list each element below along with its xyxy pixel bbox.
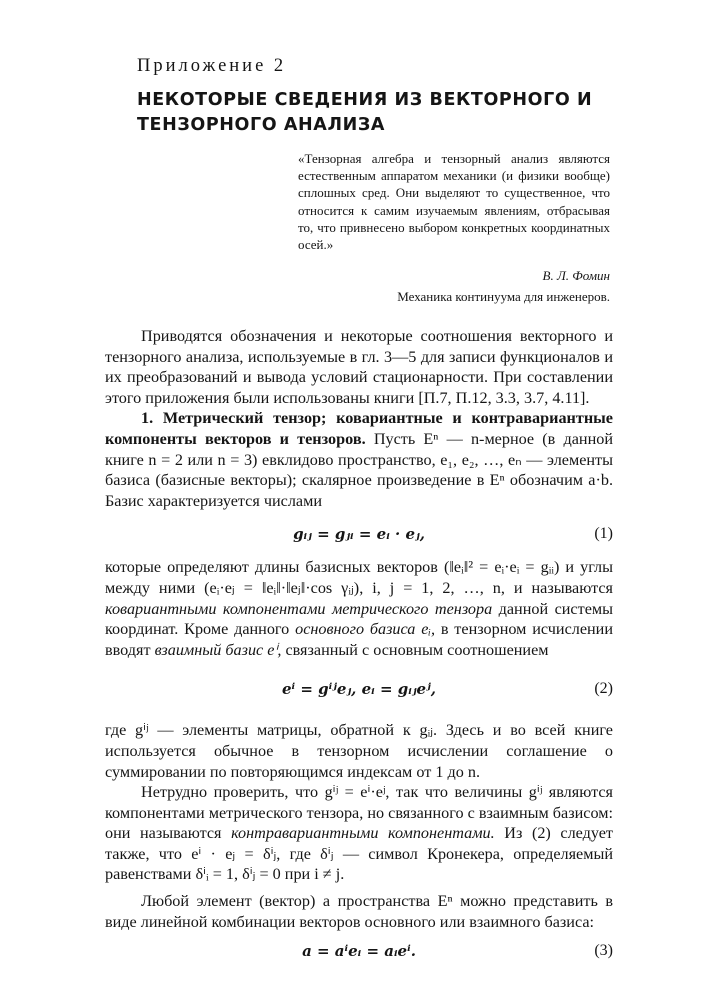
after-contravariant: Из (2) следует также, что eⁱ · eⱼ = δⁱⱼ, где δⁱⱼ — символ Кронекера, определяемый равенствами δⁱᵢ = 1, δⁱⱼ = 0 при i ≠ j. — [105, 824, 613, 884]
reciprocal-term: взаимный базис eⁱ, — [154, 640, 282, 659]
check-paragraph — [105, 782, 613, 885]
intro-paragraph: Приводятся обозначения и некоторые соотношения векторного и тензорного анализа, используемые в гл. 3—5 для записи функционалов и их преобразований и вывода условий стационарности. При составлении этого приложения были использованы книги [П.7, П.12, 3.3, 3.7, 4.11]. — [105, 327, 613, 407]
basic-basis-term: основного базиса eᵢ, — [295, 620, 436, 639]
inverse-matrix-paragraph: где gⁱʲ — элементы матрицы, обратной к gᵢⱼ. Здесь и во всей книге используется обычное в тензорном исчислении соглашение о суммировании по повторяющимся индексам от 1 до n. — [105, 721, 613, 781]
section-text: Пусть Eⁿ — n-мерное (в данной книге n = 2 или n = 3) евклидово пространство, e₁, e₂, …, eₙ — элементы базиса (базисные векторы); скалярное произведение в Eⁿ обозначим a·b. Базис характеризуется числами — [105, 429, 614, 510]
formula-2 — [105, 665, 613, 715]
epigraph-source: Механика континуума для инженеров. — [397, 289, 610, 304]
contravariant-term: контравариантными компонентами. — [231, 824, 495, 843]
formula-3-expr: a = aⁱeᵢ = aᵢeⁱ. — [302, 942, 416, 961]
formula-1-expr: gᵢⱼ = gⱼᵢ = eᵢ · eⱼ, — [293, 525, 425, 544]
after-basic: в тензорном исчислении вводят — [105, 620, 613, 659]
formula-3 — [105, 937, 613, 967]
after-reciprocal: связанный с основным соотношением — [285, 640, 549, 659]
covariant-paragraph — [105, 557, 613, 660]
after-formula-1: которые определяют длины базисных векторов (‖eᵢ‖² = eᵢ·eᵢ = gᵢᵢ) и углы между ними (eᵢ·eⱼ = ‖eᵢ‖·‖eⱼ‖·cos γᵢⱼ), i, j = 1, 2, …, n, и называются — [105, 558, 613, 597]
main-text — [105, 326, 613, 972]
page-title: НЕКОТОРЫЕ СВЕДЕНИЯ ИЗ ВЕКТОРНОГО И ТЕНЗОРНОГО АНАЛИЗА — [137, 90, 593, 135]
covariant-term: ковариантными компонентами метрического тензора — [105, 599, 493, 618]
section-heading: 1. Метрический тензор; ковариантные и контравариантные компоненты векторов и тензоров. — [105, 409, 613, 448]
formula-1-number: (1) — [594, 525, 613, 543]
element-paragraph: Любой элемент (вектор) a пространства Eⁿ можно представить в виде линейной комбинации векторов основного или взаимного базиса: — [105, 892, 613, 931]
after-covariant: данной системы координат. Кроме данного — [105, 599, 613, 639]
check-text: Нетрудно проверить, что gⁱʲ = eⁱ·eʲ, так что величины gⁱʲ являются компонентами метрического тензора, но связанного с взаимным базисом: они называются — [105, 783, 613, 843]
formula-1 — [105, 516, 613, 552]
epigraph-quote: «Тензорная алгебра и тензорный анализ являются естественным аппаратом механики (и физики вообще) сплошных сред. Они выделяют то существенное, что относится к самим изучаемым явлениям, отбрасывая то, что привнесено выбором конкретных координатных осей.» — [298, 151, 610, 253]
formula-3-number: (3) — [594, 942, 613, 960]
appendix-label: Приложение 2 — [137, 56, 287, 76]
section-paragraph — [105, 408, 613, 511]
epigraph-author: В. Л. Фомин — [542, 268, 610, 283]
formula-2-number: (2) — [594, 680, 613, 698]
formula-2-expr: eⁱ = gⁱʲeⱼ, eᵢ = gᵢⱼeʲ, — [281, 680, 436, 699]
